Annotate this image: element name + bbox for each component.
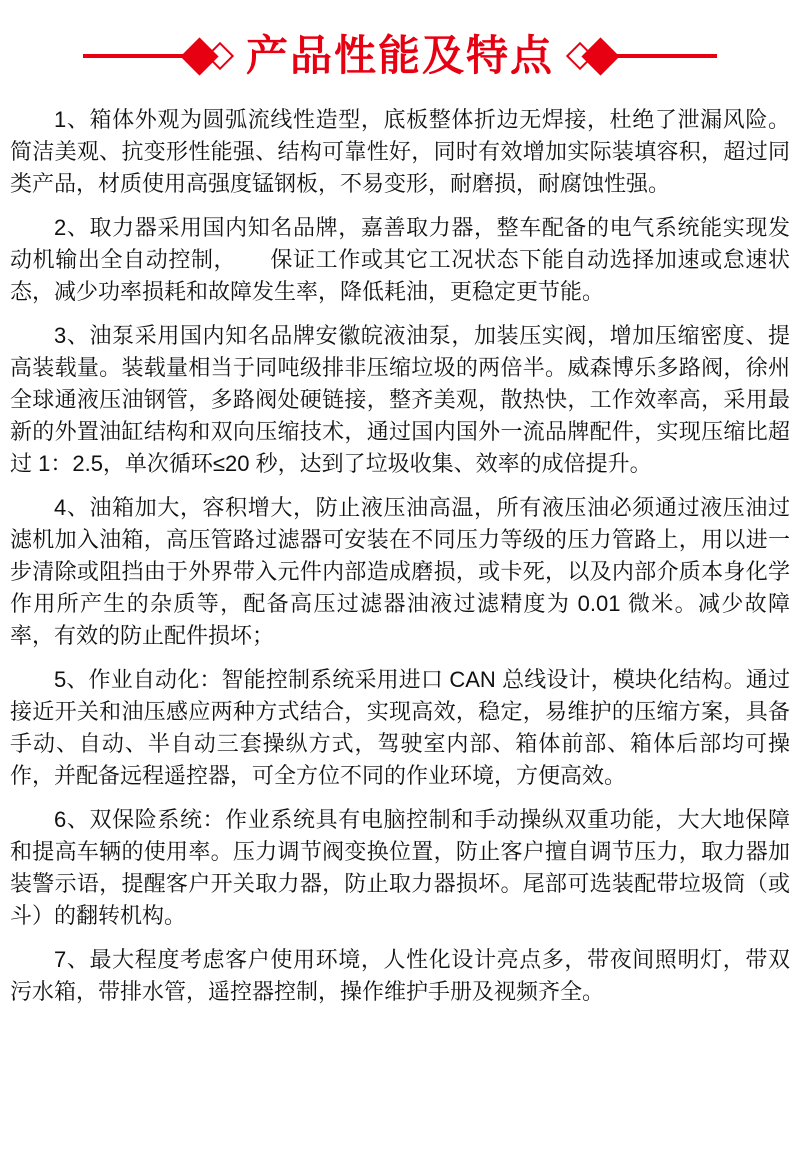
feature-paragraph-6: 6、双保险系统：作业系统具有电脑控制和手动操纵双重功能，大大地保障和提高车辆的使用率。压力调节阀变换位置，防止客户擅自调节压力，取力器加装警示语，提醒客户开关取力器，防止取力器损坏。尾部可选装配带垃圾筒（或斗）的翻转机构。 (10, 807, 790, 928)
feature-list (10, 104, 790, 1008)
feature-paragraph-3: 3、油泵采用国内知名品牌安徽皖液油泵，加装压实阀，增加压缩密度、提高装载量。装载量相当于同吨级排非压缩垃圾的两倍半。威森博乐多路阀，徐州全球通液压油钢管，多路阀处硬链接，整齐美观，散热快，工作效率高，采用最新的外置油缸结构和双向压缩技术，通过国内国外一流品牌配件，实现压缩比超过 1：2.5，单次循环≤20 秒，达到了垃圾收集、效率的成倍提升。 (10, 323, 790, 476)
header-rule-left (83, 54, 191, 58)
feature-paragraph-2: 2、取力器采用国内知名品牌，嘉善取力器，整车配备的电气系统能实现发动机输出全自动控制， 保证工作或其它工况状态下能自动选择加速或怠速状态，减少功率损耗和故障发生率，降低耗油，更稳定更节能。 (10, 215, 790, 304)
feature-paragraph-5: 5、作业自动化：智能控制系统采用进口 CAN 总线设计，模块化结构。通过接近开关和油压感应两种方式结合，实现高效，稳定，易维护的压缩方案，具备手动、自动、半自动三套操纵方式，驾驶室内部、箱体前部、箱体后部均可操作，并配备远程遥控器，可全方位不同的作业环境，方便高效。 (10, 667, 790, 788)
feature-paragraph-1: 1、箱体外观为圆弧流线性造型，底板整体折边无焊接，杜绝了泄漏风险。简洁美观、抗变形性能强、结构可靠性好，同时有效增加实际装填容积，超过同类产品，材质使用高强度锰钢板，不易变形，耐磨损，耐腐蚀性强。 (10, 107, 790, 196)
diamond-filled-icon (581, 37, 619, 75)
header-rule-right (609, 54, 717, 58)
diamond-filled-icon (180, 37, 218, 75)
feature-paragraph-7: 7、最大程度考虑客户使用环境，人性化设计亮点多，带夜间照明灯，带双污水箱，带排水管，遥控器控制，操作维护手册及视频齐全。 (10, 947, 790, 1004)
section-header (0, 26, 800, 86)
diamond-ornament-right (570, 43, 609, 70)
product-description-page (0, 26, 800, 1152)
page-title: 产品性能及特点 (245, 31, 554, 79)
feature-paragraph-4: 4、油箱加大，容积增大，防止液压油高温，所有液压油必须通过液压油过滤机加入油箱，高压管路过滤器可安装在不同压力等级的压力管路上，用以进一步清除或阻挡由于外界带入元件内部造成磨损，或卡死，以及内部介质本身化学作用所产生的杂质等，配备高压过滤器油液过滤精度为 0.01 微米。减少故障率，有效的防止配件损坏； (10, 495, 790, 648)
diamond-ornament-left (191, 43, 230, 70)
